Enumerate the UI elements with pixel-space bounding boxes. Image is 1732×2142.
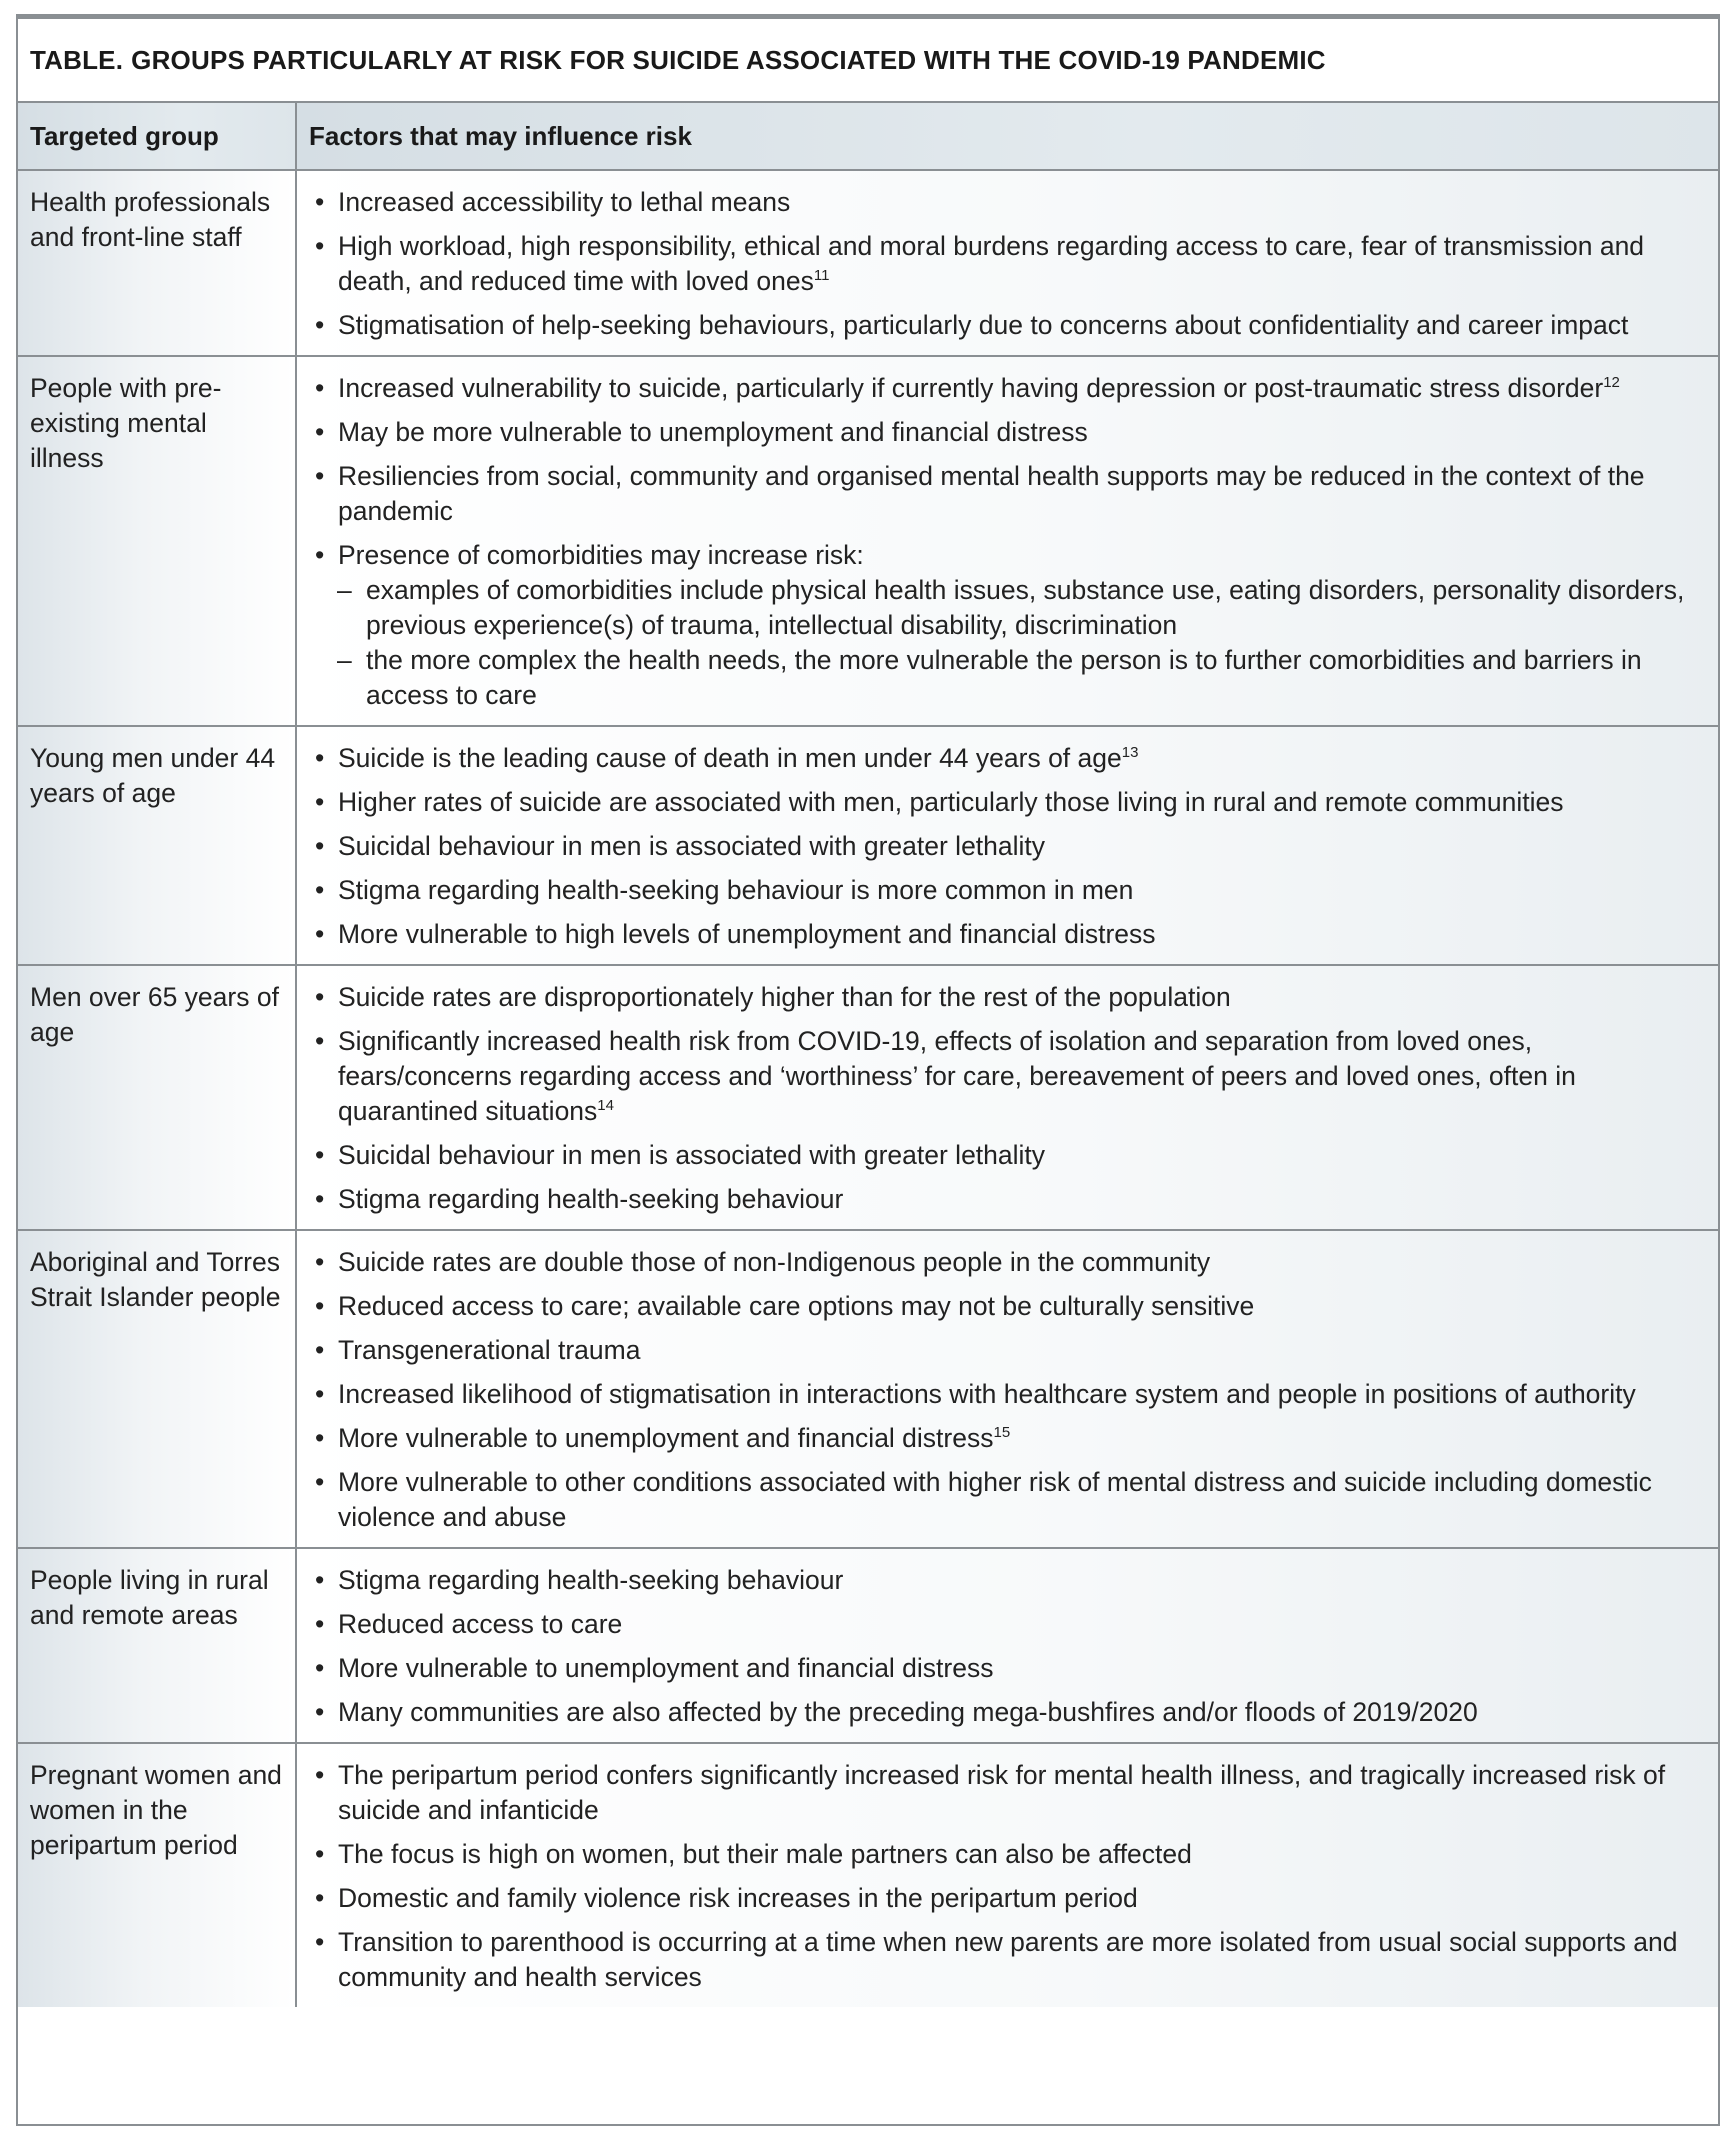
risk-factor-item xyxy=(309,459,1706,529)
risk-factor-item xyxy=(309,229,1706,299)
risk-factor-item xyxy=(309,1465,1706,1535)
risk-factor-item xyxy=(309,1695,1706,1730)
risk-factor-list xyxy=(309,185,1706,343)
risk-factor-item xyxy=(309,308,1706,343)
risk-factor-item xyxy=(309,1024,1706,1129)
risk-factor-text: Suicidal behaviour in men is associated with greater lethality xyxy=(338,1140,1046,1170)
risk-factor-text: May be more vulnerable to unemployment and financial distress xyxy=(338,417,1088,447)
risk-factor-text: Suicidal behaviour in men is associated with greater lethality xyxy=(338,831,1046,861)
risk-factor-item xyxy=(309,1837,1706,1872)
table-title-text: GROUPS PARTICULARLY AT RISK FOR SUICIDE ASSOCIATED WITH THE COVID-19 PANDEMIC xyxy=(131,44,1326,75)
risk-factor-item xyxy=(309,1333,1706,1368)
risk-factor-item xyxy=(309,917,1706,952)
targeted-group-cell: Health professionals and front-line staff xyxy=(18,170,296,356)
risk-factor-list xyxy=(309,1245,1706,1535)
reference-superscript: 11 xyxy=(813,267,830,285)
targeted-group-cell: Men over 65 years of age xyxy=(18,965,296,1230)
table-row xyxy=(18,170,1718,356)
risk-factor-text: More vulnerable to high levels of unemployment and financial distress xyxy=(338,919,1156,949)
risk-factor-item xyxy=(309,1377,1706,1412)
risk-factor-text: Domestic and family violence risk increases in the peripartum period xyxy=(338,1883,1138,1913)
reference-superscript: 12 xyxy=(1603,374,1620,392)
risk-factors-cell xyxy=(296,170,1718,356)
risk-factor-item xyxy=(309,873,1706,908)
risk-factor-item xyxy=(309,1607,1706,1642)
risk-factor-text: Transgenerational trauma xyxy=(338,1335,641,1365)
risk-factor-text: More vulnerable to unemployment and financial distress xyxy=(338,1653,994,1683)
risk-factor-text: Increased accessibility to lethal means xyxy=(338,187,791,217)
targeted-group-cell: People with pre-existing mental illness xyxy=(18,356,296,726)
risk-factor-text: More vulnerable to unemployment and financial distress xyxy=(338,1423,994,1453)
risk-factor-list xyxy=(309,741,1706,952)
risk-factor-item xyxy=(309,538,1706,713)
targeted-group-cell: Pregnant women and women in the peripartum period xyxy=(18,1743,296,2007)
risk-factor-text: The focus is high on women, but their male partners can also be affected xyxy=(338,1839,1192,1869)
risk-groups-table xyxy=(18,103,1718,2007)
header-targeted-group: Targeted group xyxy=(18,103,296,170)
risk-factor-text: Increased vulnerability to suicide, particularly if currently having depression or post-traumatic stress disorder xyxy=(338,373,1604,403)
risk-factor-item xyxy=(309,371,1706,406)
risk-factors-cell xyxy=(296,1743,1718,2007)
risk-factors-cell xyxy=(296,965,1718,1230)
risk-factor-item xyxy=(309,1421,1706,1456)
risk-factor-list xyxy=(309,980,1706,1217)
risk-factor-item xyxy=(309,829,1706,864)
risk-factor-list xyxy=(309,1758,1706,1995)
risk-factor-text: Stigma regarding health-seeking behaviour xyxy=(338,1565,844,1595)
table-row xyxy=(18,1230,1718,1548)
risk-factor-text: Suicide rates are double those of non-Indigenous people in the community xyxy=(338,1247,1211,1277)
risk-factor-item xyxy=(309,1758,1706,1828)
risk-factor-text: The peripartum period confers significantly increased risk for mental health illness, and tragically increased risk of suicide and infanticide xyxy=(338,1760,1666,1825)
risk-factor-list xyxy=(309,371,1706,713)
risk-factor-item xyxy=(309,415,1706,450)
risk-factor-sublist xyxy=(338,573,1706,713)
table-title xyxy=(18,19,1718,103)
risk-factor-text: Reduced access to care; available care options may not be culturally sensitive xyxy=(338,1291,1255,1321)
risk-factor-text: Stigma regarding health-seeking behaviour xyxy=(338,1184,844,1214)
risk-factor-item xyxy=(309,185,1706,220)
risk-factor-text: Resiliencies from social, community and organised mental health supports may be reduced in the context of the pandemic xyxy=(338,461,1645,526)
table-header-row xyxy=(18,103,1718,170)
table-row xyxy=(18,356,1718,726)
table-row xyxy=(18,726,1718,965)
risk-factor-item xyxy=(309,1881,1706,1916)
reference-superscript: 14 xyxy=(597,1097,614,1115)
risk-factors-cell xyxy=(296,726,1718,965)
risk-factor-text: Increased likelihood of stigmatisation in interactions with healthcare system and people in positions of authority xyxy=(338,1379,1636,1409)
risk-factor-item xyxy=(309,1651,1706,1686)
risk-factor-text: Transition to parenthood is occurring at a time when new parents are more isolated from usual social supports and community and health services xyxy=(338,1927,1678,1992)
risk-factor-item xyxy=(309,1138,1706,1173)
risk-factor-text: Presence of comorbidities may increase risk: xyxy=(338,540,864,570)
targeted-group-cell: Aboriginal and Torres Strait Islander people xyxy=(18,1230,296,1548)
table-body xyxy=(18,170,1718,2007)
risk-factor-item xyxy=(309,741,1706,776)
table-row xyxy=(18,1548,1718,1743)
risk-factor-list xyxy=(309,1563,1706,1730)
risk-factors-cell xyxy=(296,356,1718,726)
risk-factor-item xyxy=(309,1182,1706,1217)
table-row xyxy=(18,1743,1718,2007)
risk-factor-item xyxy=(309,1563,1706,1598)
reference-superscript: 15 xyxy=(993,1424,1011,1442)
risk-factor-text: Reduced access to care xyxy=(338,1609,623,1639)
risk-factor-subitem: – the more complex the health needs, the more vulnerable the person is to further comorbidities and barriers in access to care xyxy=(337,643,1706,713)
risk-factor-item xyxy=(309,785,1706,820)
reference-superscript: 13 xyxy=(1121,744,1139,762)
risk-factor-text: Stigmatisation of help-seeking behaviours, particularly due to concerns about confidentiality and career impact xyxy=(338,310,1629,340)
risk-factor-text: Stigma regarding health-seeking behaviour is more common in men xyxy=(338,875,1134,905)
risk-factor-subitem: – examples of comorbidities include physical health issues, substance use, eating disorders, personality disorders, previous experience(s) of trauma, intellectual disability, discrimination xyxy=(337,573,1706,643)
risk-factor-text: Suicide rates are disproportionately higher than for the rest of the population xyxy=(338,982,1231,1012)
risk-factor-item xyxy=(309,1289,1706,1324)
risk-factor-item xyxy=(309,1245,1706,1280)
table-frame xyxy=(16,14,1720,2126)
risk-factors-cell xyxy=(296,1548,1718,1743)
header-factors: Factors that may influence risk xyxy=(296,103,1718,170)
targeted-group-cell: Young men under 44 years of age xyxy=(18,726,296,965)
table-row xyxy=(18,965,1718,1230)
risk-factor-text: High workload, high responsibility, ethical and moral burdens regarding access to care, fear of transmission and death, and reduced time with loved ones xyxy=(338,231,1645,296)
risk-factor-text: Suicide is the leading cause of death in men under 44 years of age xyxy=(338,743,1122,773)
risk-factor-item xyxy=(309,980,1706,1015)
targeted-group-cell: People living in rural and remote areas xyxy=(18,1548,296,1743)
risk-factor-text: Many communities are also affected by the preceding mega-bushfires and/or floods of 2019/2020 xyxy=(338,1697,1478,1727)
risk-factor-text: Higher rates of suicide are associated with men, particularly those living in rural and remote communities xyxy=(338,787,1564,817)
risk-factor-text: More vulnerable to other conditions associated with higher risk of mental distress and suicide including domestic violence and abuse xyxy=(338,1467,1652,1532)
risk-factor-item xyxy=(309,1925,1706,1995)
table-title-label: TABLE. xyxy=(30,44,124,75)
risk-factor-text: Significantly increased health risk from COVID-19, effects of isolation and separation from loved ones, fears/concerns regarding access and ‘worthiness’ for care, bereavement of peers and loved ones, often in quarantined situations xyxy=(338,1026,1576,1126)
risk-factors-cell xyxy=(296,1230,1718,1548)
